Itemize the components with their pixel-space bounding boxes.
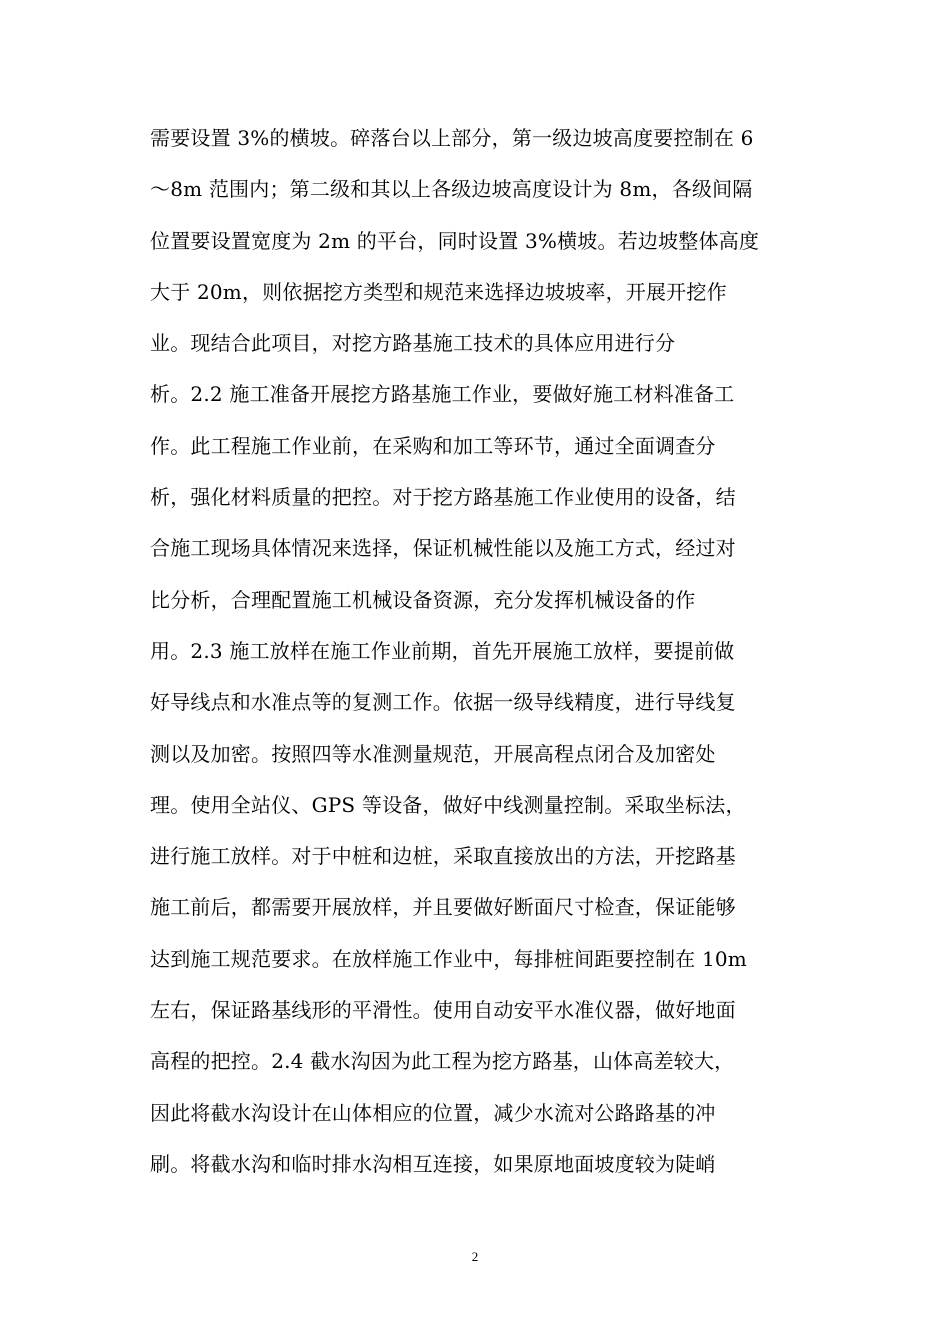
- text-line: 位置要设置宽度为 2m 的平台，同时设置 3%横坡。若边坡整体高度: [150, 228, 760, 253]
- text-line: 高程的把控。2.4 截水沟因为此工程为挖方路基，山体高差较大，: [150, 1049, 735, 1074]
- text-line: 理。使用全站仪、GPS 等设备，做好中线测量控制。采取坐标法，: [150, 792, 746, 817]
- text-line: 好导线点和水准点等的复测工作。依据一级导线精度，进行导线复: [150, 690, 736, 715]
- text-line: 析，强化材料质量的把控。对于挖方路基施工作业使用的设备，结: [150, 485, 736, 510]
- body-text: [150, 118, 810, 1195]
- text-line: 因此将截水沟设计在山体相应的位置，减少水流对公路路基的冲: [150, 1100, 716, 1125]
- text-line: 左右，保证路基线形的平滑性。使用自动安平水准仪器，做好地面: [150, 998, 736, 1023]
- text-line: 测以及加密。按照四等水准测量规范，开展高程点闭合及加密处: [150, 741, 716, 766]
- text-line: 用。2.3 施工放样在施工作业前期，首先开展施工放样，要提前做: [150, 638, 735, 663]
- text-line: 大于 20m，则依据挖方类型和规范来选择边坡坡率，开展开挖作: [150, 279, 727, 304]
- text-line: 作。此工程施工作业前，在采购和加工等环节，通过全面调查分: [150, 433, 716, 458]
- page-number: 2: [471, 1249, 479, 1264]
- text-line: 施工前后，都需要开展放样，并且要做好断面尺寸检查，保证能够: [150, 895, 736, 920]
- text-line: 合施工现场具体情况来选择，保证机械性能以及施工方式，经过对: [150, 536, 736, 561]
- text-line: 比分析，合理配置施工机械设备资源，充分发挥机械设备的作: [150, 587, 696, 612]
- text-line: 需要设置 3%的横坡。碎落台以上部分，第一级边坡高度要控制在 6: [150, 126, 754, 150]
- text-line: 业。现结合此项目，对挖方路基施工技术的具体应用进行分: [150, 331, 676, 356]
- text-line: 进行施工放样。对于中桩和边桩，采取直接放出的方法，开挖路基: [150, 844, 736, 869]
- text-line: 刷。将截水沟和临时排水沟相互连接，如果原地面坡度较为陡峭: [150, 1151, 716, 1176]
- text-line: 析。2.2 施工准备开展挖方路基施工作业，要做好施工材料准备工: [150, 382, 735, 407]
- text-line: 达到施工规范要求。在放样施工作业中，每排桩间距要控制在 10m: [150, 946, 747, 971]
- text-line: ～8m 范围内；第二级和其以上各级边坡高度设计为 8m，各级间隔: [150, 177, 753, 202]
